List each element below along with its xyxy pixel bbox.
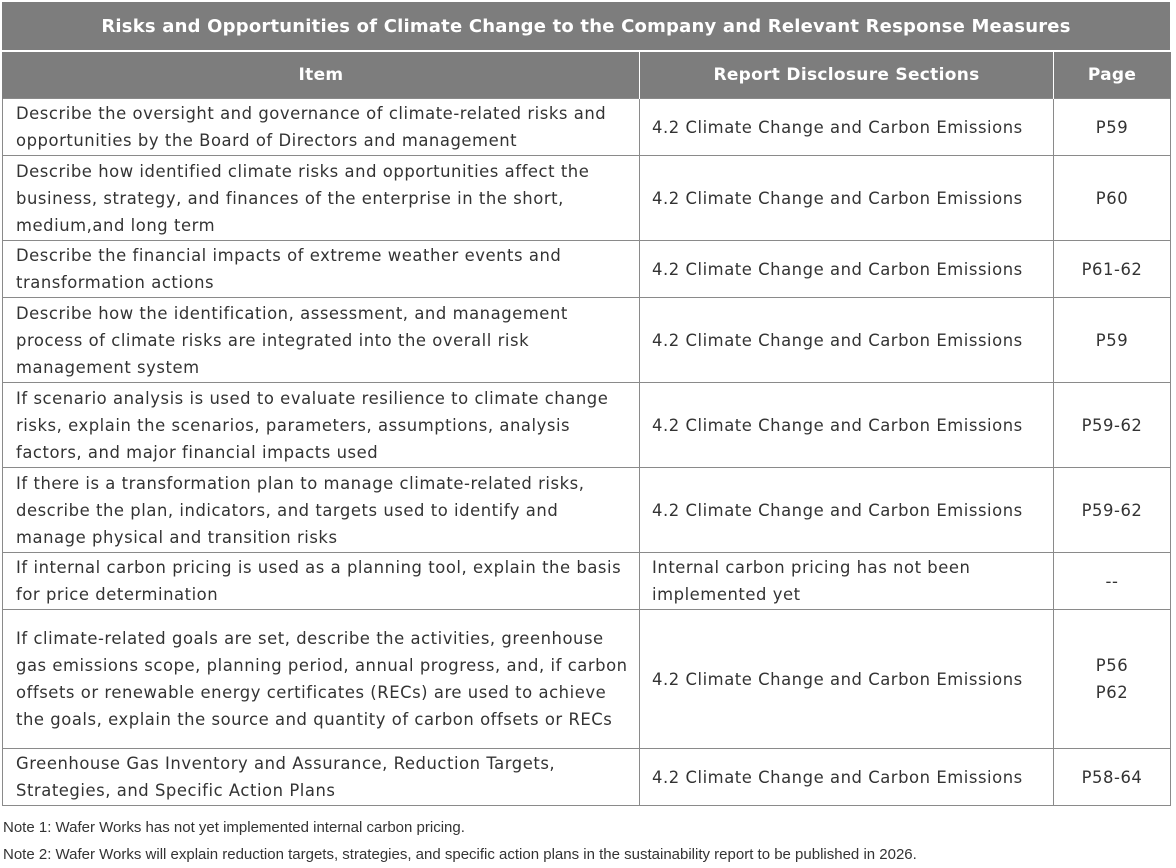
section-cell: 4.2 Climate Change and Carbon Emissions — [640, 468, 1054, 553]
page-ref: P62 — [1095, 683, 1129, 702]
page-ref: P60 — [1095, 188, 1129, 208]
table-title: Risks and Opportunities of Climate Change to the Company and Relevant Response Measures — [2, 2, 1170, 52]
column-header-page: Page — [1054, 52, 1171, 99]
footnotes — [3, 814, 917, 868]
section-cell: 4.2 Climate Change and Carbon Emissions — [640, 241, 1054, 298]
table-row — [3, 298, 1171, 383]
item-cell: If scenario analysis is used to evaluate resilience to climate change risks, explain the scenarios, parameters, assumptions, analysis factors, and major financial impacts used — [3, 383, 640, 468]
climate-disclosure-table-container — [2, 2, 1170, 806]
item-cell: Describe how the identification, assessment, and management process of climate risks are integrated into the overall risk management system — [3, 298, 640, 383]
page-cell — [1054, 241, 1171, 298]
table-row — [3, 383, 1171, 468]
table-header — [3, 52, 1171, 99]
page-cell — [1054, 383, 1171, 468]
footnote: Note 2: Wafer Works will explain reduction targets, strategies, and specific action plans in the sustainability report to be published in 2026. — [3, 846, 917, 863]
table-body — [3, 99, 1171, 806]
page-cell — [1054, 468, 1171, 553]
column-header-section: Report Disclosure Sections — [640, 52, 1054, 99]
page-cell — [1054, 99, 1171, 156]
item-cell: Describe the oversight and governance of climate-related risks and opportunities by the Board of Directors and management — [3, 99, 640, 156]
column-header-item: Item — [3, 52, 640, 99]
section-cell: Internal carbon pricing has not been implemented yet — [640, 553, 1054, 610]
page-cell — [1054, 156, 1171, 241]
page-ref: P59-62 — [1081, 500, 1143, 520]
header-row — [3, 52, 1171, 99]
page-cell — [1054, 553, 1171, 610]
page-cell — [1054, 610, 1171, 749]
page-ref: P59 — [1095, 330, 1129, 350]
page-ref: -- — [1105, 571, 1119, 591]
page-ref: P58-64 — [1081, 767, 1143, 787]
section-cell: 4.2 Climate Change and Carbon Emissions — [640, 99, 1054, 156]
item-cell: If there is a transformation plan to manage climate-related risks, describe the plan, indicators, and targets used to identify and manage physical and transition risks — [3, 468, 640, 553]
item-cell: Describe the financial impacts of extreme weather events and transformation actions — [3, 241, 640, 298]
table-row — [3, 468, 1171, 553]
item-cell: Describe how identified climate risks and opportunities affect the business, strategy, and finances of the enterprise in the short, medium,and long term — [3, 156, 640, 241]
item-cell: Greenhouse Gas Inventory and Assurance, Reduction Targets, Strategies, and Specific Action Plans — [3, 749, 640, 806]
page-ref: P56 — [1095, 656, 1129, 675]
item-cell: If internal carbon pricing is used as a planning tool, explain the basis for price determination — [3, 553, 640, 610]
disclosure-table — [2, 52, 1171, 806]
page-cell — [1054, 298, 1171, 383]
page-cell — [1054, 749, 1171, 806]
page-ref: P59-62 — [1081, 415, 1143, 435]
section-cell: 4.2 Climate Change and Carbon Emissions — [640, 383, 1054, 468]
section-cell: 4.2 Climate Change and Carbon Emissions — [640, 749, 1054, 806]
section-cell: 4.2 Climate Change and Carbon Emissions — [640, 156, 1054, 241]
item-cell: If climate-related goals are set, describe the activities, greenhouse gas emissions scope, planning period, annual progress, and, if carbon offsets or renewable energy certificates (RECs) are used to achieve the goals, explain the source and quantity of carbon offsets or RECs — [3, 610, 640, 749]
page-ref: P61-62 — [1081, 259, 1143, 279]
table-row — [3, 749, 1171, 806]
table-row — [3, 610, 1171, 749]
table-row — [3, 241, 1171, 298]
page-ref: P59 — [1095, 117, 1129, 137]
table-row — [3, 156, 1171, 241]
section-cell: 4.2 Climate Change and Carbon Emissions — [640, 298, 1054, 383]
footnote: Note 1: Wafer Works has not yet implemented internal carbon pricing. — [3, 819, 465, 836]
table-row — [3, 99, 1171, 156]
table-row — [3, 553, 1171, 610]
section-cell: 4.2 Climate Change and Carbon Emissions — [640, 610, 1054, 749]
